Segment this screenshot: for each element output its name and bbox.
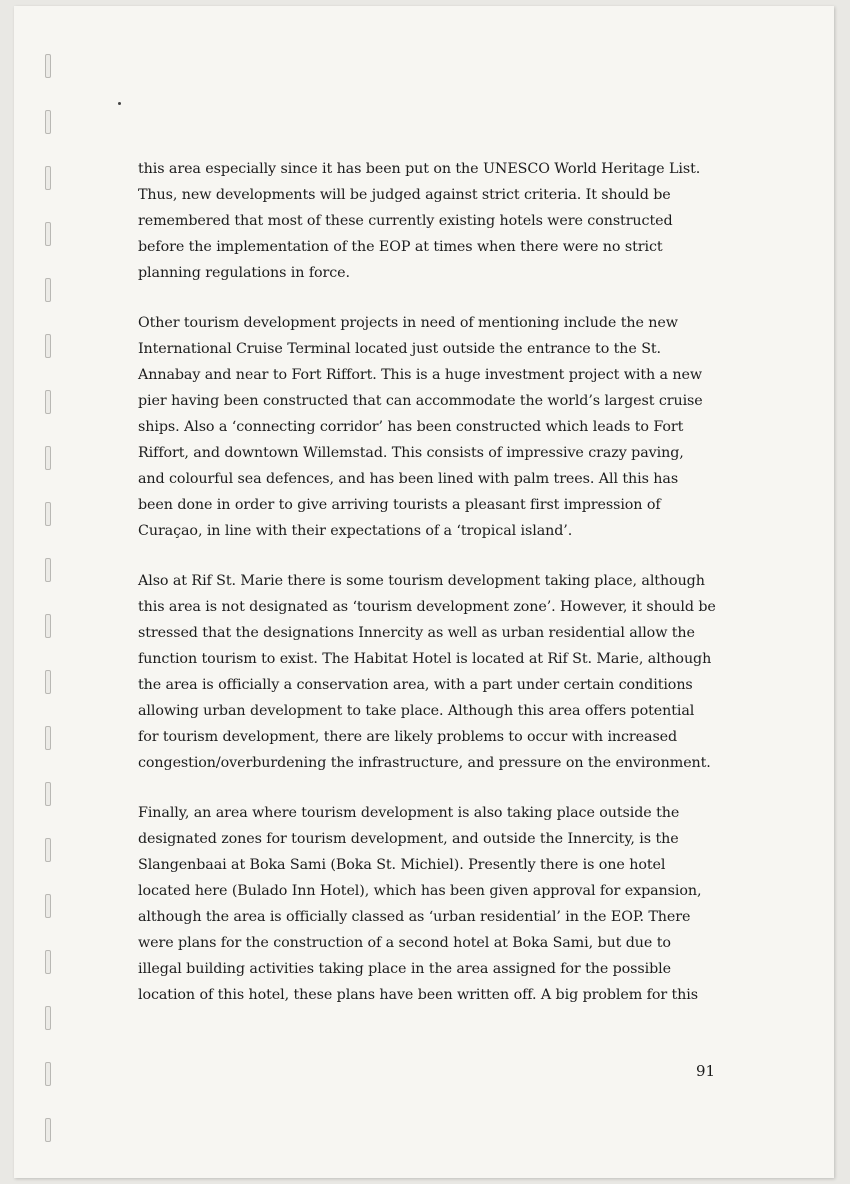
binding-hole xyxy=(45,334,51,358)
ink-dot xyxy=(118,102,121,105)
text-line: allowing urban development to take place. Although this area offers potential xyxy=(138,703,695,719)
binding-hole xyxy=(45,670,51,694)
text-line: this area is not designated as ‘tourism development zone’. However, it should be xyxy=(138,599,716,615)
text-line: Slangenbaai at Boka Sami (Boka St. Michiel). Presently there is one hotel xyxy=(138,857,666,873)
text-line: congestion/overburdening the infrastructure, and pressure on the environment. xyxy=(138,755,711,771)
body-text xyxy=(138,156,728,1032)
text-line: this area especially since it has been put on the UNESCO World Heritage List. xyxy=(138,161,701,177)
binding-hole xyxy=(45,390,51,414)
paragraph xyxy=(138,568,728,776)
text-line: and colourful sea defences, and has been lined with palm trees. All this has xyxy=(138,471,679,487)
binding-hole xyxy=(45,278,51,302)
text-line: located here (Bulado Inn Hotel), which has been given approval for expansion, xyxy=(138,883,702,899)
paragraph xyxy=(138,310,728,544)
binding-hole xyxy=(45,166,51,190)
page-number: 91 xyxy=(696,1062,716,1080)
binding-hole xyxy=(45,502,51,526)
binding-hole xyxy=(45,782,51,806)
text-line: stressed that the designations Innercity as well as urban residential allow the xyxy=(138,625,695,641)
binding-hole xyxy=(45,110,51,134)
text-line: ships. Also a ‘connecting corridor’ has been constructed which leads to Fort xyxy=(138,419,684,435)
text-line: Thus, new developments will be judged against strict criteria. It should be xyxy=(138,187,671,203)
binding-hole xyxy=(45,1006,51,1030)
text-line: before the implementation of the EOP at times when there were no strict xyxy=(138,239,663,255)
text-line: remembered that most of these currently existing hotels were constructed xyxy=(138,213,673,229)
text-line: Riffort, and downtown Willemstad. This consists of impressive crazy paving, xyxy=(138,445,684,461)
binding-hole xyxy=(45,950,51,974)
text-line: for tourism development, there are likely problems to occur with increased xyxy=(138,729,678,745)
text-line: although the area is officially classed as ‘urban residential’ in the EOP. There xyxy=(138,909,691,925)
text-line: Finally, an area where tourism development is also taking place outside the xyxy=(138,805,680,821)
text-line: function tourism to exist. The Habitat Hotel is located at Rif St. Marie, although xyxy=(138,651,712,667)
text-line: International Cruise Terminal located just outside the entrance to the St. xyxy=(138,341,661,357)
text-line: Other tourism development projects in need of mentioning include the new xyxy=(138,315,678,331)
text-line: were plans for the construction of a second hotel at Boka Sami, but due to xyxy=(138,935,671,951)
binding-hole xyxy=(45,894,51,918)
binding-hole xyxy=(45,446,51,470)
document-page xyxy=(14,6,834,1178)
binding-hole xyxy=(45,222,51,246)
binding-hole xyxy=(45,558,51,582)
text-line: planning regulations in force. xyxy=(138,265,350,281)
text-line: Annabay and near to Fort Riffort. This is a huge investment project with a new xyxy=(138,367,702,383)
text-line: Also at Rif St. Marie there is some tourism development taking place, although xyxy=(138,573,705,589)
binding-hole xyxy=(45,838,51,862)
text-line: been done in order to give arriving tourists a pleasant first impression of xyxy=(138,497,661,513)
text-line: Curaçao, in line with their expectations of a ‘tropical island’. xyxy=(138,523,573,539)
text-line: pier having been constructed that can accommodate the world’s largest cruise xyxy=(138,393,703,409)
binding-hole xyxy=(45,614,51,638)
binding-hole xyxy=(45,1062,51,1086)
binding-hole xyxy=(45,54,51,78)
binding-hole xyxy=(45,1118,51,1142)
binding-hole xyxy=(45,726,51,750)
binding-holes xyxy=(32,6,50,1178)
text-line: designated zones for tourism development, and outside the Innercity, is the xyxy=(138,831,679,847)
paragraph xyxy=(138,800,728,1008)
text-line: illegal building activities taking place in the area assigned for the possible xyxy=(138,961,672,977)
text-line: location of this hotel, these plans have been written off. A big problem for this xyxy=(138,987,698,1003)
text-line: the area is officially a conservation area, with a part under certain conditions xyxy=(138,677,693,693)
paragraph xyxy=(138,156,728,286)
